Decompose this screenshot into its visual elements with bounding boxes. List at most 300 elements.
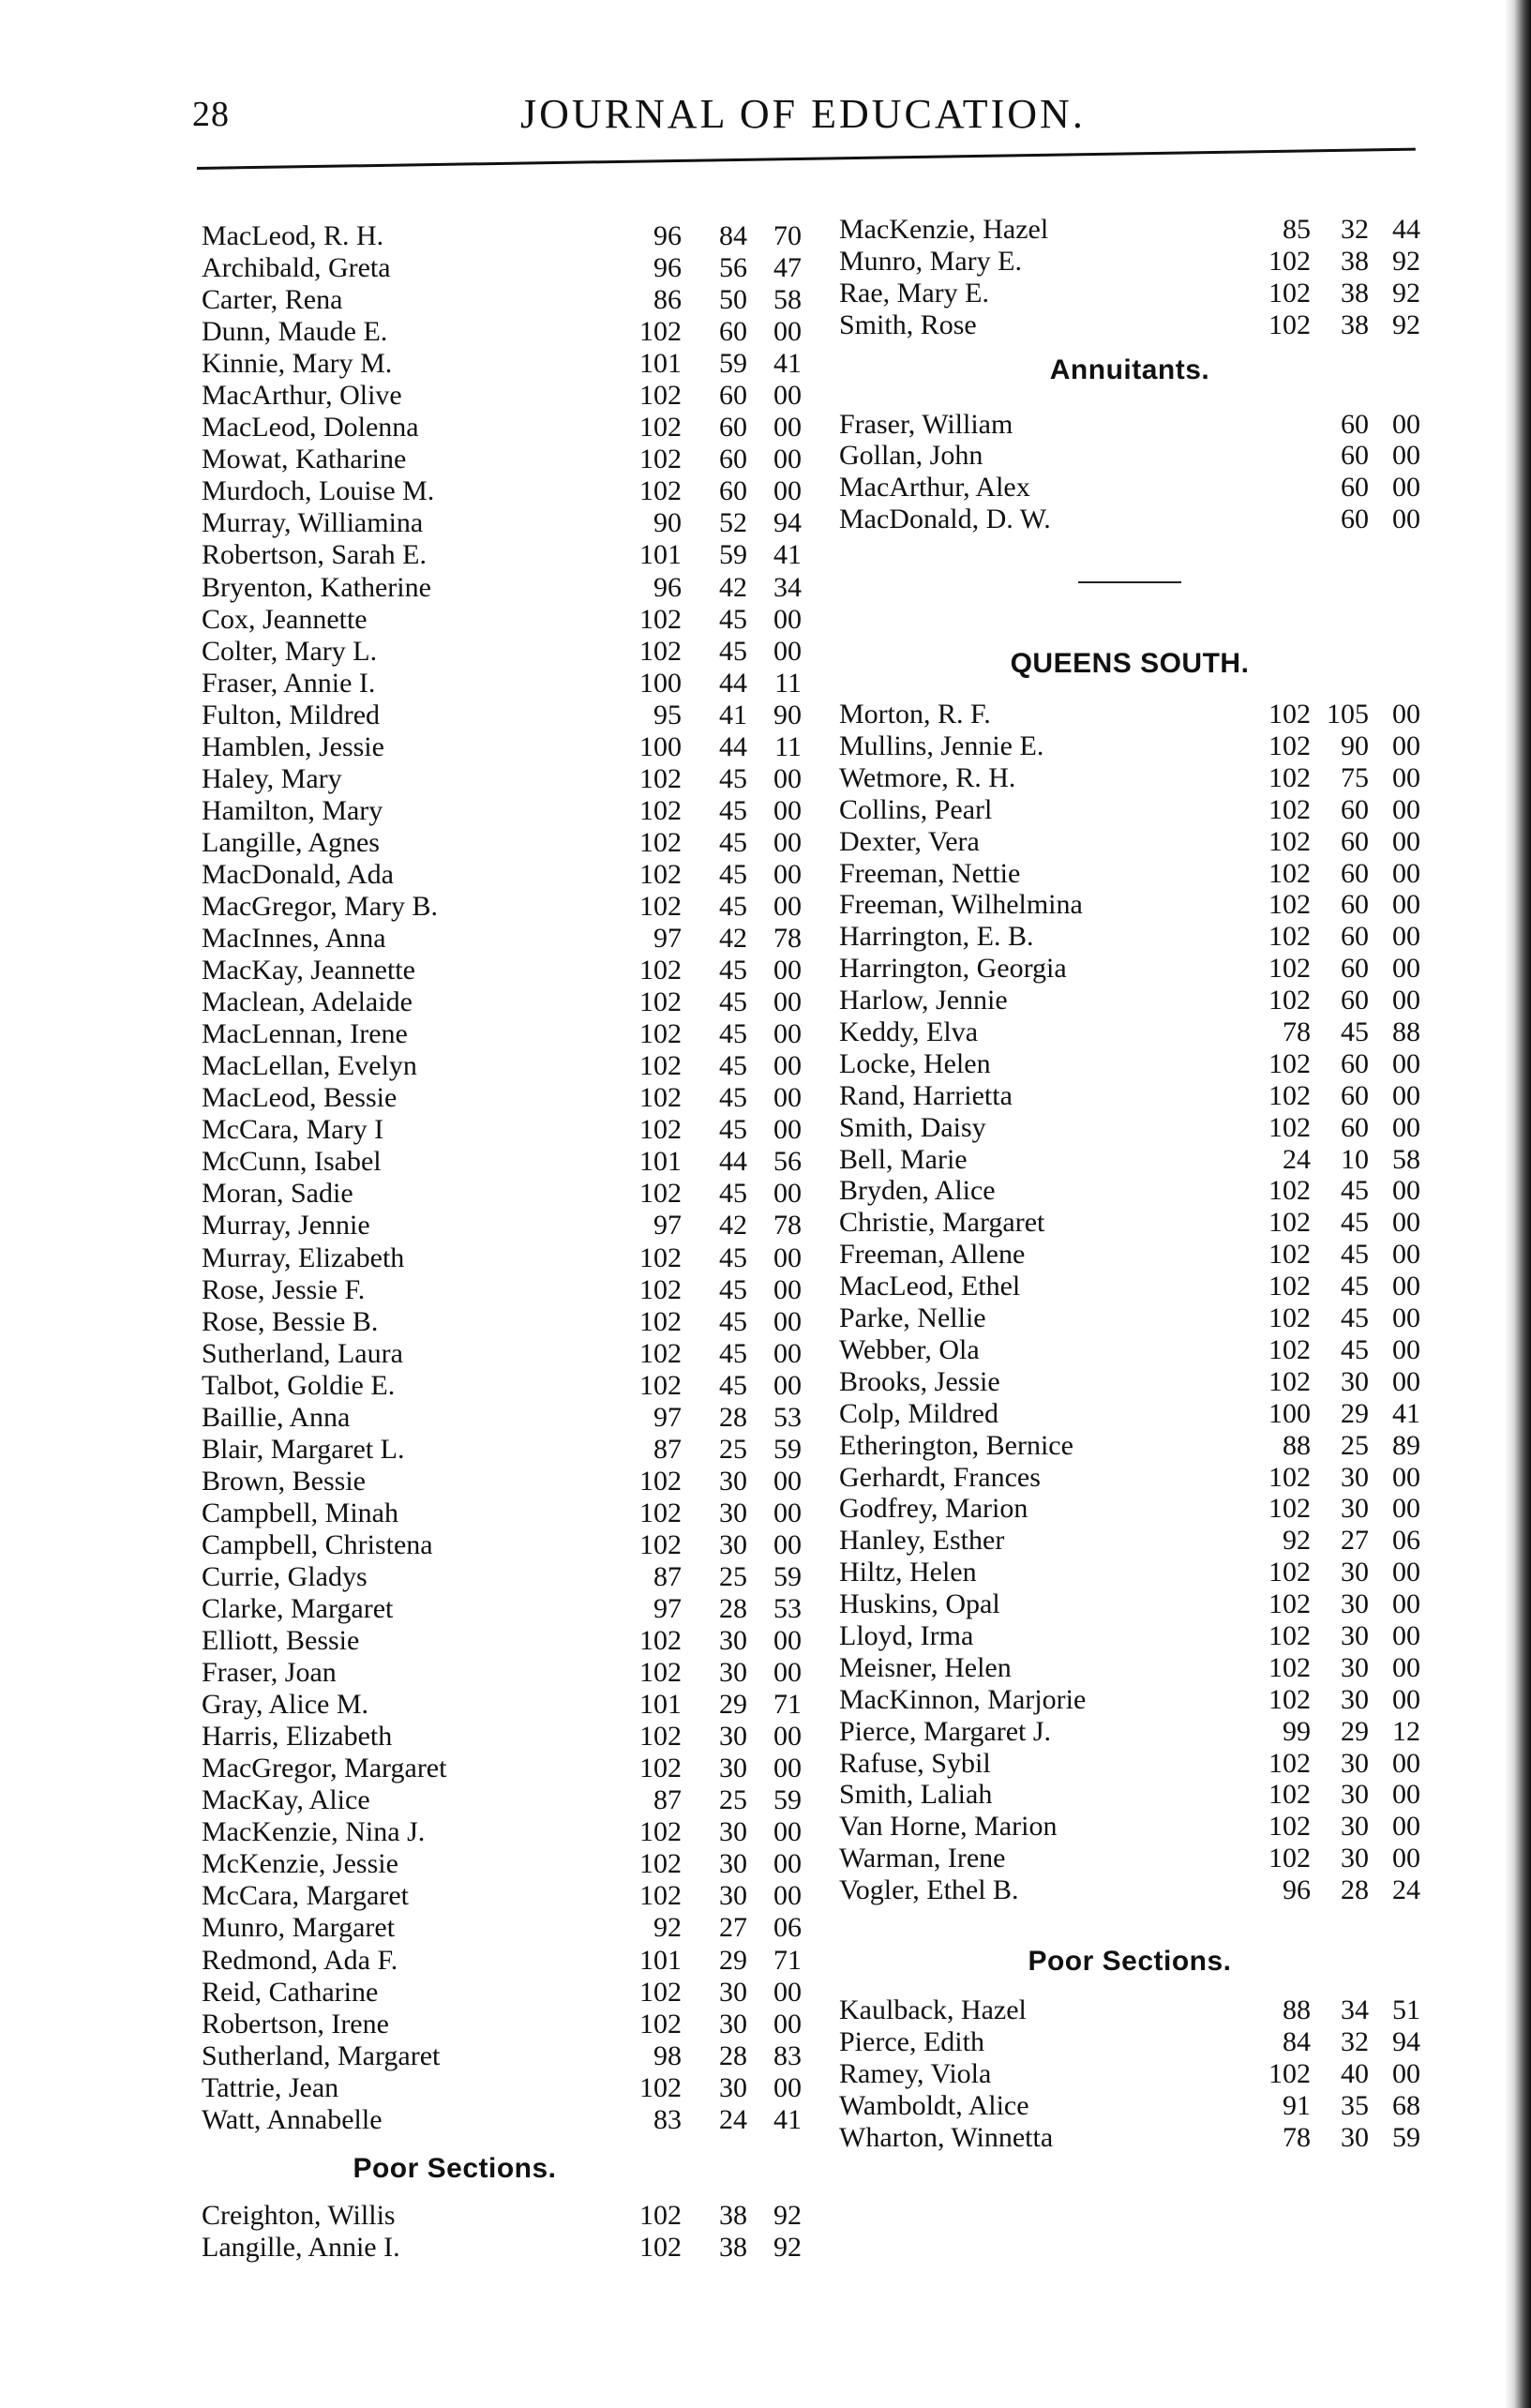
cents-cell: 00	[773, 1976, 802, 2008]
dollars-cell: 45	[1341, 1302, 1369, 1334]
name-cell: MacLeod, R. H.	[202, 220, 384, 251]
days-cell: 102	[639, 762, 682, 794]
days-cell: 88	[1283, 1429, 1311, 1461]
dollars-cell: 60	[1341, 408, 1369, 440]
dollars-cell: 45	[719, 1082, 747, 1114]
cents-cell: 00	[773, 316, 802, 348]
annuitants-heading: Annuitants.	[1049, 354, 1210, 385]
dollars-cell: 30	[1341, 1843, 1369, 1874]
days-cell: 102	[1268, 1365, 1311, 1397]
days-cell: 88	[1283, 1994, 1311, 2025]
name-cell: Pierce, Edith	[839, 2025, 984, 2057]
right-top-roster	[839, 214, 1420, 341]
days-cell: 102	[1268, 921, 1311, 953]
cents-cell: 71	[773, 1689, 802, 1721]
dollars-cell: 30	[1341, 2121, 1369, 2153]
dollars-cell: 38	[1341, 277, 1369, 309]
dollars-cell: 50	[719, 284, 747, 316]
name-cell: Hanley, Esther	[839, 1525, 1005, 1557]
table-row	[202, 1146, 802, 1178]
dollars-cell: 30	[1341, 1493, 1369, 1525]
table-row	[839, 1334, 1420, 1366]
name-cell: Campbell, Minah	[202, 1497, 398, 1528]
cents-cell: 00	[1392, 440, 1420, 472]
dollars-cell: 45	[719, 858, 747, 890]
dollars-cell: 45	[1341, 1207, 1369, 1239]
table-row	[202, 2200, 802, 2232]
queens-south-heading: QUEENS SOUTH.	[1010, 648, 1250, 680]
days-cell: 102	[639, 1114, 682, 1146]
days-cell: 102	[639, 1242, 682, 1273]
name-cell: MacGregor, Margaret	[202, 1753, 447, 1784]
annuitants-roster	[839, 409, 1420, 536]
name-cell: Elliott, Bessie	[202, 1625, 360, 1657]
name-cell: Pierce, Margaret J.	[839, 1715, 1052, 1747]
table-row	[839, 1620, 1420, 1652]
cents-cell: 00	[773, 2008, 802, 2039]
days-cell: 102	[1268, 1461, 1311, 1493]
table-row	[839, 1430, 1420, 1462]
dollars-cell: 30	[719, 1753, 747, 1784]
dollars-cell: 45	[1341, 1333, 1369, 1365]
dollars-cell: 45	[719, 1305, 747, 1337]
cents-cell: 59	[773, 1560, 802, 1592]
dollars-cell: 42	[719, 923, 747, 955]
cents-cell: 78	[773, 923, 802, 955]
table-row	[839, 1207, 1420, 1239]
days-cell: 102	[1268, 1111, 1311, 1143]
name-cell: Huskins, Opal	[839, 1588, 1000, 1620]
table-row	[202, 1497, 802, 1529]
name-cell: McKenzie, Jessie	[202, 1848, 398, 1880]
dollars-cell: 45	[719, 794, 747, 826]
dollars-cell: 30	[719, 2008, 747, 2039]
dollars-cell: 52	[719, 507, 747, 539]
days-cell: 84	[1283, 2025, 1311, 2057]
days-cell: 102	[1268, 1683, 1311, 1715]
dollars-cell: 60	[1341, 440, 1369, 472]
days-cell: 102	[639, 1625, 682, 1657]
name-cell: Mullins, Jennie E.	[839, 730, 1044, 762]
dollars-cell: 28	[719, 1401, 747, 1433]
dollars-cell: 30	[719, 1721, 747, 1753]
name-cell: Freeman, Nettie	[839, 857, 1021, 889]
name-cell: Sutherland, Laura	[202, 1337, 403, 1369]
table-row	[202, 1816, 802, 1848]
days-cell: 102	[1268, 825, 1311, 857]
name-cell: Godfrey, Marion	[839, 1493, 1028, 1525]
table-row	[202, 668, 802, 700]
dollars-cell: 27	[1341, 1525, 1369, 1557]
cents-cell: 00	[1392, 730, 1420, 762]
cents-cell: 00	[773, 1369, 802, 1401]
table-row	[839, 1398, 1420, 1430]
dollars-cell: 25	[1341, 1429, 1369, 1461]
dollars-cell: 35	[1341, 2089, 1369, 2121]
dollars-cell: 59	[719, 348, 747, 380]
dollars-cell: 45	[719, 955, 747, 986]
cents-cell: 00	[773, 380, 802, 412]
table-row	[839, 1144, 1420, 1176]
cents-cell: 00	[773, 890, 802, 922]
dollars-cell: 29	[1341, 1397, 1369, 1429]
dollars-cell: 41	[719, 699, 747, 730]
cents-cell: 00	[1392, 1651, 1420, 1683]
dollars-cell: 59	[719, 539, 747, 571]
name-cell: Carter, Rena	[202, 284, 343, 316]
dollars-cell: 60	[1341, 1079, 1369, 1111]
name-cell: Harrington, E. B.	[839, 921, 1034, 953]
name-cell: Harrington, Georgia	[839, 953, 1067, 985]
table-row	[839, 309, 1420, 341]
cents-cell: 00	[1392, 472, 1420, 504]
table-row	[839, 921, 1420, 953]
cents-cell: 00	[1392, 408, 1420, 440]
days-cell: 97	[653, 923, 682, 955]
dollars-cell: 45	[719, 1018, 747, 1050]
dollars-cell: 75	[1341, 761, 1369, 793]
days-cell: 78	[1283, 1016, 1311, 1048]
name-cell: Smith, Rose	[839, 309, 977, 340]
cents-cell: 00	[773, 1242, 802, 1273]
table-row	[839, 1525, 1420, 1557]
name-cell: Hamblen, Jessie	[202, 730, 384, 762]
name-cell: MacGregor, Mary B.	[202, 890, 439, 922]
left-column	[202, 220, 802, 2264]
dollars-cell: 30	[1341, 1779, 1369, 1811]
name-cell: Ramey, Viola	[839, 2057, 992, 2089]
name-cell: Mowat, Katharine	[202, 444, 407, 475]
cents-cell: 34	[773, 571, 802, 603]
days-cell: 83	[653, 2103, 682, 2135]
cents-cell: 92	[1392, 245, 1420, 277]
name-cell: Langille, Agnes	[202, 826, 380, 858]
name-cell: Fraser, Annie I.	[202, 667, 376, 699]
dollars-cell: 45	[719, 1178, 747, 1210]
table-row	[839, 278, 1420, 309]
name-cell: Etherington, Bernice	[839, 1429, 1073, 1461]
name-cell: Kaulback, Hazel	[839, 1994, 1027, 2025]
dollars-cell: 30	[719, 1465, 747, 1497]
cents-cell: 00	[773, 444, 802, 475]
name-cell: Fraser, Joan	[202, 1657, 337, 1689]
cents-cell: 59	[773, 1433, 802, 1465]
days-cell: 102	[639, 1880, 682, 1912]
name-cell: McCara, Mary I	[202, 1114, 384, 1146]
dollars-cell: 30	[1341, 1747, 1369, 1779]
cents-cell: 92	[1392, 309, 1420, 340]
table-row	[202, 1753, 802, 1784]
dollars-cell: 45	[1341, 1175, 1369, 1207]
name-cell: Colp, Mildred	[839, 1397, 998, 1429]
cents-cell: 24	[1392, 1874, 1420, 1906]
table-row	[202, 986, 802, 1018]
table-row	[202, 507, 802, 539]
cents-cell: 00	[1392, 1747, 1420, 1779]
name-cell: Campbell, Christena	[202, 1528, 433, 1560]
dollars-cell: 60	[1341, 953, 1369, 985]
cents-cell: 00	[773, 1848, 802, 1880]
cents-cell: 47	[773, 252, 802, 284]
table-row	[202, 2009, 802, 2040]
days-cell: 90	[653, 507, 682, 539]
cents-cell: 00	[773, 475, 802, 507]
name-cell: MacLeod, Ethel	[839, 1271, 1021, 1302]
days-cell: 102	[1268, 1333, 1311, 1365]
days-cell: 87	[653, 1784, 682, 1816]
dollars-cell: 60	[1341, 857, 1369, 889]
name-cell: MacLellan, Evelyn	[202, 1050, 417, 1082]
table-row	[839, 1048, 1420, 1080]
table-row	[839, 1239, 1420, 1271]
dollars-cell: 60	[719, 412, 747, 444]
days-cell: 98	[653, 2039, 682, 2071]
name-cell: Lloyd, Irma	[839, 1619, 974, 1651]
section-divider	[839, 535, 1420, 629]
days-cell: 100	[639, 730, 682, 762]
cents-cell: 00	[1392, 1811, 1420, 1843]
dollars-cell: 60	[1341, 472, 1369, 504]
left-poor-sections-heading: Poor Sections.	[353, 2152, 557, 2184]
table-row	[202, 1721, 802, 1753]
name-cell: Clarke, Margaret	[202, 1593, 394, 1625]
dollars-cell: 28	[1341, 1874, 1369, 1906]
table-row	[202, 1338, 802, 1370]
name-cell: McCara, Margaret	[202, 1880, 410, 1912]
dollars-cell: 30	[1341, 1651, 1369, 1683]
days-cell: 96	[1283, 1874, 1311, 1906]
right-column	[839, 214, 1420, 2153]
cents-cell: 06	[1392, 1525, 1420, 1557]
dollars-cell: 24	[719, 2103, 747, 2135]
dollars-cell: 30	[1341, 1588, 1369, 1620]
days-cell: 100	[639, 667, 682, 699]
table-row	[839, 1994, 1420, 2026]
name-cell: Murray, Jennie	[202, 1210, 370, 1242]
days-cell: 100	[1268, 1397, 1311, 1429]
table-row	[202, 2104, 802, 2136]
name-cell: MacLeod, Dolenna	[202, 412, 419, 444]
cents-cell: 00	[773, 986, 802, 1018]
days-cell: 102	[639, 986, 682, 1018]
days-cell: 102	[1268, 761, 1311, 793]
name-cell: Parke, Nellie	[839, 1302, 986, 1334]
name-cell: Freeman, Wilhelmina	[839, 889, 1083, 921]
table-row	[202, 2040, 802, 2072]
days-cell: 102	[639, 412, 682, 444]
cents-cell: 00	[773, 1657, 802, 1689]
days-cell: 101	[639, 1146, 682, 1178]
days-cell: 86	[653, 284, 682, 316]
cents-cell: 00	[1392, 1588, 1420, 1620]
days-cell: 102	[1268, 1493, 1311, 1525]
table-row	[202, 1434, 802, 1466]
table-row	[839, 1652, 1420, 1684]
cents-cell: 00	[1392, 1047, 1420, 1079]
table-row	[202, 2072, 802, 2104]
dollars-cell: 29	[719, 1944, 747, 1976]
table-row	[839, 699, 1420, 730]
name-cell: Webber, Ola	[839, 1333, 980, 1365]
days-cell: 102	[1268, 1271, 1311, 1302]
dollars-cell: 45	[719, 826, 747, 858]
name-cell: Munro, Mary E.	[839, 245, 1022, 277]
days-cell: 102	[1268, 699, 1311, 730]
name-cell: Bryden, Alice	[839, 1175, 996, 1207]
table-row	[839, 1302, 1420, 1334]
dollars-cell: 29	[719, 1689, 747, 1721]
dollars-cell: 10	[1341, 1143, 1369, 1175]
cents-cell: 00	[773, 1337, 802, 1369]
cents-cell: 41	[773, 539, 802, 571]
days-cell: 96	[653, 252, 682, 284]
table-row	[202, 795, 802, 827]
table-row	[839, 1684, 1420, 1716]
name-cell: Tattrie, Jean	[202, 2071, 339, 2103]
table-row	[202, 1689, 802, 1721]
name-cell: MacArthur, Alex	[839, 472, 1030, 504]
table-row	[839, 1112, 1420, 1144]
table-row	[839, 1271, 1420, 1302]
days-cell: 87	[653, 1560, 682, 1592]
cents-cell: 00	[1392, 985, 1420, 1016]
days-cell: 102	[639, 603, 682, 635]
page-number: 28	[192, 95, 230, 134]
dollars-cell: 40	[1341, 2057, 1369, 2089]
name-cell: Locke, Helen	[839, 1047, 991, 1079]
table-row	[202, 1082, 802, 1114]
cents-cell: 00	[773, 1753, 802, 1784]
dollars-cell: 29	[1341, 1715, 1369, 1747]
dollars-cell: 45	[1341, 1271, 1369, 1302]
table-row	[839, 889, 1420, 921]
table-row	[202, 700, 802, 731]
name-cell: Dexter, Vera	[839, 825, 980, 857]
name-cell: Brooks, Jessie	[839, 1365, 1000, 1397]
table-row	[839, 794, 1420, 826]
name-cell: Colter, Mary L.	[202, 635, 378, 667]
table-row	[202, 539, 802, 571]
days-cell: 92	[1283, 1525, 1311, 1557]
dollars-cell: 60	[1341, 793, 1369, 825]
table-row	[202, 636, 802, 668]
days-cell: 102	[639, 1178, 682, 1210]
name-cell: Munro, Margaret	[202, 1912, 396, 1944]
dollars-cell: 30	[1341, 1461, 1369, 1493]
days-cell: 85	[1283, 214, 1311, 245]
cents-cell: 56	[773, 1146, 802, 1178]
cents-cell: 00	[773, 858, 802, 890]
table-row	[202, 1593, 802, 1625]
table-row	[839, 1493, 1420, 1525]
table-row	[202, 1657, 802, 1689]
dollars-cell: 30	[719, 1497, 747, 1528]
name-cell: Sutherland, Margaret	[202, 2039, 441, 2071]
cents-cell: 00	[773, 603, 802, 635]
cents-cell: 00	[1392, 1333, 1420, 1365]
cents-cell: 94	[773, 507, 802, 539]
days-cell: 99	[1283, 1715, 1311, 1747]
days-cell: 102	[639, 1082, 682, 1114]
name-cell: Haley, Mary	[202, 762, 342, 794]
cents-cell: 00	[773, 955, 802, 986]
name-cell: Wharton, Winnetta	[839, 2121, 1054, 2153]
left-poor-roster	[202, 2200, 802, 2264]
days-cell: 102	[639, 444, 682, 475]
dollars-cell: 45	[719, 603, 747, 635]
days-cell: 102	[1268, 1557, 1311, 1588]
page-edge-shadow	[1505, 0, 1531, 2408]
dollars-cell: 25	[719, 1433, 747, 1465]
days-cell: 102	[639, 826, 682, 858]
table-row	[839, 1366, 1420, 1398]
table-row	[202, 475, 802, 507]
days-cell: 102	[639, 1018, 682, 1050]
days-cell: 102	[1268, 1302, 1311, 1334]
days-cell: 102	[639, 1497, 682, 1528]
cents-cell: 00	[773, 1497, 802, 1528]
dollars-cell: 60	[719, 444, 747, 475]
days-cell: 102	[639, 475, 682, 507]
name-cell: Rose, Jessie F.	[202, 1273, 366, 1305]
name-cell: Cox, Jeannette	[202, 603, 368, 635]
dollars-cell: 30	[719, 1816, 747, 1848]
dollars-cell: 90	[1341, 730, 1369, 762]
cents-cell: 00	[773, 1880, 802, 1912]
days-cell: 102	[1268, 2057, 1311, 2089]
dollars-cell: 32	[1341, 214, 1369, 245]
cents-cell: 00	[773, 1114, 802, 1146]
table-row	[839, 858, 1420, 890]
dollars-cell: 45	[719, 1369, 747, 1401]
cents-cell: 00	[773, 1018, 802, 1050]
cents-cell: 00	[773, 1721, 802, 1753]
table-row	[839, 409, 1420, 441]
dollars-cell: 30	[1341, 1557, 1369, 1588]
cents-cell: 00	[773, 1305, 802, 1337]
days-cell: 102	[1268, 857, 1311, 889]
days-cell: 91	[1283, 2089, 1311, 2121]
name-cell: Rafuse, Sybil	[839, 1747, 991, 1779]
days-cell: 102	[1268, 985, 1311, 1016]
name-cell: Maclean, Adelaide	[202, 986, 413, 1018]
days-cell: 102	[1268, 1651, 1311, 1683]
table-row	[202, 284, 802, 316]
dollars-cell: 60	[1341, 921, 1369, 953]
cents-cell: 00	[1392, 1683, 1420, 1715]
cents-cell: 51	[1392, 1994, 1420, 2025]
cents-cell: 00	[773, 1528, 802, 1560]
table-row	[202, 1561, 802, 1593]
table-row	[839, 1016, 1420, 1048]
cents-cell: 00	[1392, 1365, 1420, 1397]
days-cell: 102	[639, 1273, 682, 1305]
cents-cell: 11	[774, 730, 802, 762]
name-cell: Meisner, Helen	[839, 1651, 1012, 1683]
dollars-cell: 60	[719, 316, 747, 348]
table-row	[202, 1625, 802, 1657]
dollars-cell: 60	[1341, 504, 1369, 535]
name-cell: Archibald, Greta	[202, 252, 391, 284]
cents-cell: 00	[1392, 1461, 1420, 1493]
days-cell: 101	[639, 1689, 682, 1721]
days-cell: 96	[653, 571, 682, 603]
table-row	[202, 1178, 802, 1210]
dollars-cell: 28	[719, 1593, 747, 1625]
dollars-cell: 45	[719, 1337, 747, 1369]
name-cell: Robertson, Irene	[202, 2008, 389, 2039]
table-row	[839, 1080, 1420, 1112]
